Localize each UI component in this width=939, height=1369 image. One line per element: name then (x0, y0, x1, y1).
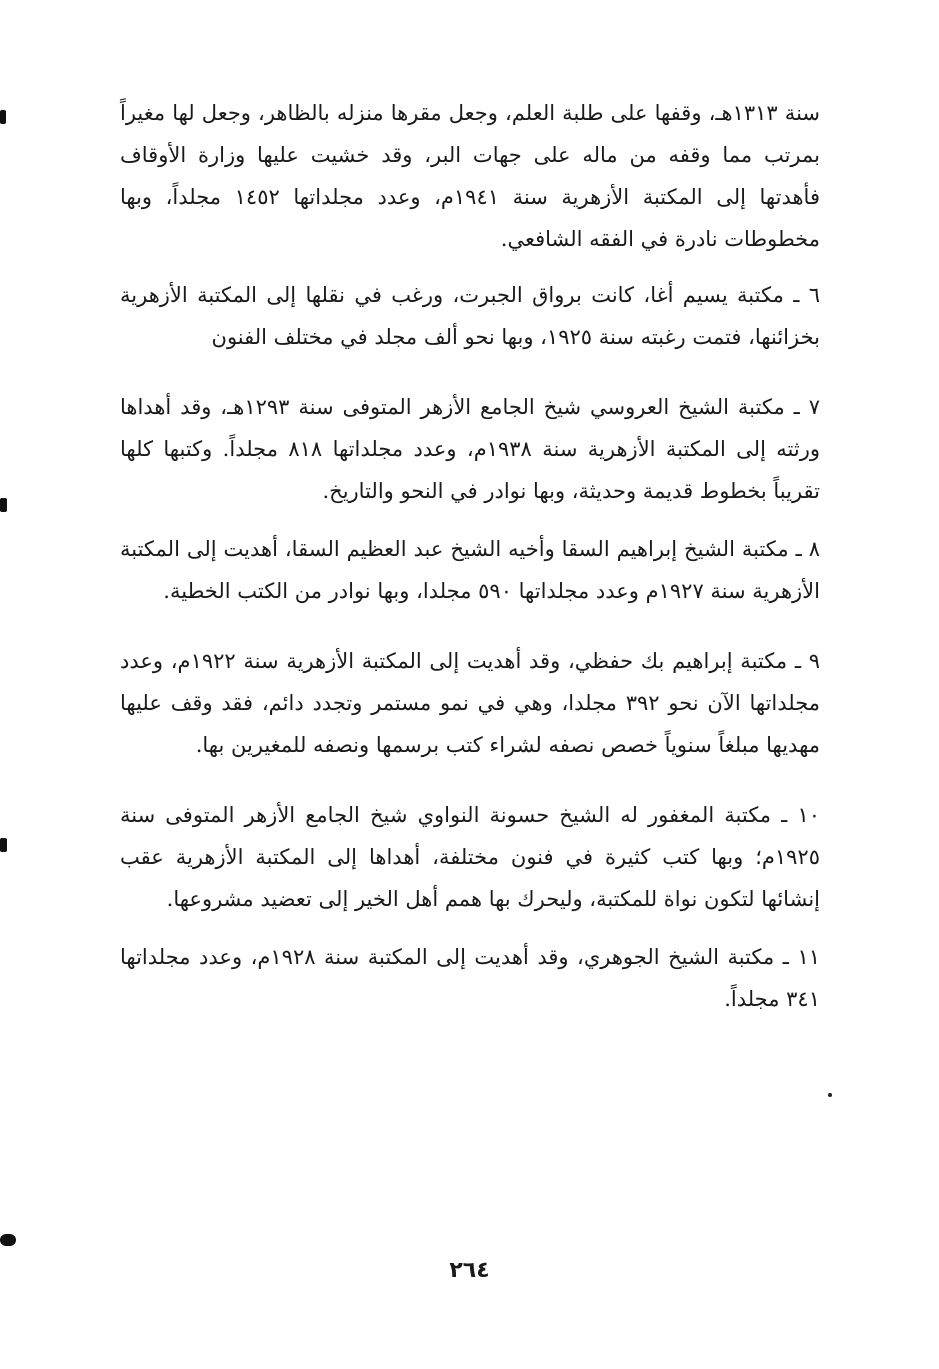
page-number: ٢٦٤ (449, 1258, 490, 1283)
text-column (120, 92, 820, 1020)
paragraph-item-6: ٦ ـ مكتبة يسيم أغا، كانت برواق الجبرت، ورغب في نقلها إلى المكتبة الأزهرية بخزائنها، فتمت رغبته سنة ١٩٢٥، وبها نحو ألف مجلد في مختلف الفنون (120, 283, 820, 349)
paragraph-item-7: ٧ ـ مكتبة الشيخ العروسي شيخ الجامع الأزهر المتوفى سنة ١٢٩٣هـ، وقد أهداها ورثته إلى المكتبة الأزهرية سنة ١٩٣٨م، وعدد مجلداتها ٨١٨ مجلداً. وكتبها كلها تقريباً بخطوط قديمة وحديثة، وبها نوادر في النحو والتاريخ. (120, 395, 821, 503)
binding-mark (0, 1234, 16, 1246)
binding-mark (0, 838, 7, 852)
paragraph-item-11: ١١ ـ مكتبة الشيخ الجوهري، وقد أهديت إلى المكتبة سنة ١٩٢٨م، وعدد مجلداتها ٣٤١ مجلداً. (120, 945, 820, 1011)
paragraph-intro: سنة ١٣١٣هـ، وقفها على طلبة العلم، وجعل مقرها منزله بالظاهر، وجعل لها مغيراً بمرتب مما وقفه من ماله على جهات البر، وقد خشيت عليها وزارة الأوقاف فأهدتها إلى المكتبة الأزهرية سنة ١٩٤١م، وعدد مجلداتها ١٤٥٢ مجلداً، وبها مخطوطات نادرة في الفقه الشافعي. (120, 101, 820, 251)
binding-mark (0, 110, 6, 124)
ink-speck (828, 1093, 832, 1097)
paragraph-item-9: ٩ ـ مكتبة إبراهيم بك حفظي، وقد أهديت إلى المكتبة الأزهرية سنة ١٩٢٢م، وعدد مجلداتها الآن نحو ٣٩٢ مجلدا، وهي في نمو مستمر وتجدد دائم، فقد وقف عليها مهديها مبلغاً سنوياً خصص نصفه لشراء كتب برسمها ونصفه للمغيرين بها. (120, 649, 820, 757)
paragraph-item-8: ٨ ـ مكتبة الشيخ إبراهيم السقا وأخيه الشيخ عبد العظيم السقا، أهديت إلى المكتبة الأزهرية سنة ١٩٢٧م وعدد مجلداتها ٥٩٠ مجلدا، وبها نوادر من الكتب الخطية. (120, 537, 820, 603)
binding-mark (0, 498, 7, 512)
paragraph-item-10: ١٠ ـ مكتبة المغفور له الشيخ حسونة النواوي شيخ الجامع الأزهر المتوفى سنة ١٩٢٥م؛ وبها كتب كثيرة في فنون مختلفة، أهداها إلى المكتبة الأزهرية عقب إنشائها لتكون نواة للمكتبة، وليحرك بها همم أهل الخير إلى تعضيد مشروعها. (120, 803, 820, 911)
